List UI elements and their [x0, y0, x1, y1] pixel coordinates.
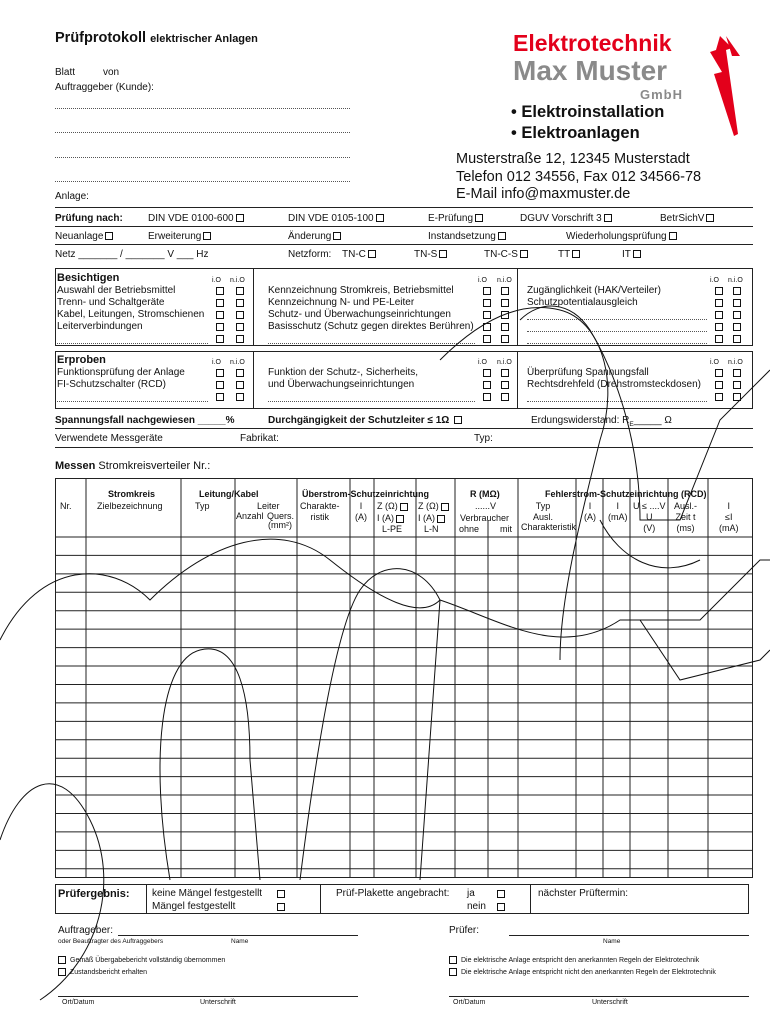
divider	[146, 884, 147, 914]
auftraggeber-kunde-label: Auftraggeber (Kunde):	[55, 82, 154, 93]
col-ueberstrom-header: Überstrom-Schutzeinrichtung	[302, 489, 430, 499]
erproben-title: Erproben	[57, 354, 106, 366]
nio-header: n.i.O	[230, 277, 245, 284]
col-in-header: I (A)	[355, 501, 367, 522]
maengel-label: Mängel festgestellt	[152, 901, 236, 912]
check-item-label: Funktionsprüfung der Anlage	[57, 367, 185, 378]
netz-field[interactable]: Netz _______ / _______ V ___ Hz	[55, 249, 209, 260]
nio-header: n.i.O	[497, 277, 512, 284]
col-ik2-header: I (A)	[418, 513, 445, 524]
col-lpe-header: L-PE	[382, 524, 403, 534]
pruefer-line[interactable]	[509, 935, 749, 936]
nio-header: n.i.O	[230, 359, 245, 366]
messen-heading: Messen Stromkreisverteiler Nr.:	[55, 460, 211, 472]
check-item-label: Schutz- und Überwachungseinrichtungen	[268, 309, 451, 320]
name-label: Name	[231, 938, 249, 945]
company-address: Musterstraße 12, 12345 Musterstadt	[456, 151, 690, 167]
anlage-label: Anlage:	[55, 191, 89, 202]
company-email: E-Mail info@maxmuster.de	[456, 186, 631, 202]
epruefung-option[interactable]: E-Prüfung	[428, 213, 483, 224]
io-header: i.O	[478, 359, 487, 366]
check-item-label: und Überwachungseinrichtungen	[268, 379, 415, 390]
company-name-line2: Max Muster	[513, 55, 668, 86]
nio-header: n.i.O	[728, 359, 743, 366]
keine-maengel-checkbox[interactable]	[277, 890, 285, 898]
io-header: i.O	[710, 277, 719, 284]
col-leiter-header: Leiter	[257, 501, 280, 511]
col-anzahl-header: Anzahl	[236, 511, 264, 521]
fabrikat-label: Fabrikat:	[240, 433, 279, 444]
company-name-line1: Elektrotechnik	[513, 30, 672, 56]
col-leitung-header: Leitung/Kabel	[199, 489, 259, 499]
instandsetzung-option[interactable]: Instandsetzung	[428, 231, 506, 242]
check-item-label: Leiterverbindungen	[57, 321, 143, 332]
col-nr-header: Nr.	[60, 501, 72, 511]
pruefergebnis-title: Prüfergebnis:	[58, 888, 130, 900]
auftraggeber-label: Auftrageber:	[58, 925, 114, 936]
besichtigen-title: Besichtigen	[57, 272, 120, 284]
check-item-label: Kennzeichnung Stromkreis, Betriebsmittel	[268, 285, 454, 296]
pruefer-label: Prüfer:	[449, 925, 480, 936]
service-bullet-2: • Elektroanlagen	[511, 124, 640, 142]
col-stromkreis-header: Stromkreis	[108, 489, 156, 499]
check-item-label: Schutzpotentialausgleich	[527, 297, 638, 308]
tnc-option[interactable]: TN-C	[342, 249, 376, 260]
aenderung-option[interactable]: Änderung	[288, 231, 341, 242]
check-item-label: Auswahl der Betriebsmittel	[57, 285, 176, 296]
check-item-label: Kennzeichnung N- und PE-Leiter	[268, 297, 415, 308]
durchgaengigkeit-option[interactable]: Durchgängigkeit der Schutzleiter ≤ 1Ω	[268, 415, 462, 426]
col-riso-v-header: ......V	[475, 501, 497, 511]
auftraggeber-line[interactable]	[118, 935, 358, 936]
col-typ-ausl-header: Typ Ausl.	[533, 501, 554, 522]
col-mit-header: mit	[500, 524, 512, 534]
netzform-label: Netzform:	[288, 249, 332, 260]
col-mm2-header: (mm²)	[268, 520, 292, 530]
nein-label: nein	[467, 901, 486, 912]
pruefung-label: Prüfung nach:	[55, 213, 123, 224]
col-charakteristik2-header: Charakteristik	[521, 522, 577, 532]
beauftragter-label: oder Beauftragter des Auftraggebers	[58, 938, 164, 945]
ja-label: ja	[467, 888, 475, 899]
entspricht-option[interactable]: Die elektrische Anlage entspricht den anerkannten Regeln der Elektrotechnik	[449, 956, 699, 964]
col-ia-header: I ≤I (mA)	[719, 501, 739, 533]
signature-line-right[interactable]	[449, 996, 749, 997]
spannungsfall-field[interactable]: Spannungsfall nachgewiesen _____%	[55, 415, 235, 426]
dguv-option[interactable]: DGUV Vorschrift 3	[520, 213, 612, 224]
check-item-label: Überprüfung Spannungsfall	[527, 367, 649, 378]
io-header: i.O	[710, 359, 719, 366]
col-idn-header: I (mA)	[608, 501, 628, 522]
erdungswiderstand-field[interactable]: Erdungswiderstand: $R_E\_\_\_\_\_$ Ω	[531, 415, 672, 428]
tns-option[interactable]: TN-S	[414, 249, 447, 260]
erweiterung-option[interactable]: Erweiterung	[148, 231, 211, 242]
von-label: von	[103, 67, 120, 78]
col-fehlerstrom-header: Fehlerstrom-Schutzeinrichtung (RCD)	[545, 489, 707, 499]
ort-datum-label: Ort/Datum	[62, 999, 95, 1006]
col-verbraucher-header: Verbraucher	[460, 513, 510, 523]
betrsichv-option[interactable]: BetrSichV	[660, 213, 714, 224]
signature-line-left[interactable]	[58, 996, 358, 997]
check-item-label: Rechtsdrehfeld (Drehstromsteckdosen)	[527, 379, 701, 390]
unterschrift-label: Unterschrift	[200, 999, 236, 1006]
col-charakteristik-header: Charakte- ristik	[300, 501, 340, 522]
entspricht-nicht-option[interactable]: Die elektrische Anlage entspricht nicht den anerkannten Regeln der Elektrotechnik	[449, 968, 716, 976]
check-item-label: FI-Schutzschalter (RCD)	[57, 379, 166, 390]
col-ik1-header: I (A)	[377, 513, 404, 524]
col-zs-header: Z (Ω)	[377, 501, 408, 512]
col-ul-header: U ≤ ....V U (V)	[633, 501, 666, 533]
neuanlage-option[interactable]: Neuanlage	[55, 231, 113, 242]
company-phone: Telefon 012 34556, Fax 012 34566-78	[456, 169, 702, 185]
tncs-option[interactable]: TN-C-S	[484, 249, 528, 260]
check-item-label: Funktion der Schutz-, Sicherheits,	[268, 367, 419, 378]
col-typ-header: Typ	[195, 501, 210, 511]
io-header: i.O	[212, 277, 221, 284]
zustandsbericht-option[interactable]: Zustandsbericht erhalten	[58, 968, 147, 976]
col-quers-header: Quers.	[267, 511, 295, 521]
col-ziel-header: Zielbezeichnung	[97, 501, 163, 511]
col-in-a-header: I (A)	[584, 501, 596, 522]
col-riso-header: R (MΩ)	[470, 489, 500, 499]
keine-maengel-label: keine Mängel festgestellt	[152, 888, 263, 899]
check-item-label: Kabel, Leitungen, Stromschienen	[57, 309, 205, 320]
wiederholung-option[interactable]: Wiederholungsprüfung	[566, 231, 677, 242]
typ-label: Typ:	[474, 433, 493, 444]
ort-datum-label: Ort/Datum	[453, 999, 486, 1006]
unterschrift-label: Unterschrift	[592, 999, 628, 1006]
divider	[320, 884, 321, 914]
uebergabe-option[interactable]: Gemäß Übergabebericht vollständig übernommen	[58, 956, 225, 964]
company-name-line3: GmbH	[640, 87, 683, 102]
messgeraete-label: Verwendete Messgeräte	[55, 433, 163, 444]
check-item-label: Zugänglichkeit (HAK/Verteiler)	[527, 285, 661, 296]
plakette-label: Prüf-Plakette angebracht:	[336, 888, 450, 899]
it-option[interactable]: IT	[622, 249, 641, 260]
din0105-option[interactable]: DIN VDE 0105-100	[288, 213, 384, 224]
nio-header: n.i.O	[728, 277, 743, 284]
maengel-checkbox[interactable]	[277, 903, 285, 911]
din0100-option[interactable]: DIN VDE 0100-600	[148, 213, 244, 224]
io-header: i.O	[478, 277, 487, 284]
ja-checkbox[interactable]	[497, 890, 505, 898]
blatt-label: Blatt	[55, 67, 76, 78]
name-label: Name	[603, 938, 621, 945]
col-ohne-header: ohne	[459, 524, 480, 534]
check-item-label: Basisschutz (Schutz gegen direktes Berühren)	[268, 321, 474, 332]
check-item-label: Trenn- und Schaltgeräte	[57, 297, 165, 308]
io-header: i.O	[212, 359, 221, 366]
col-ln-header: L-N	[424, 524, 439, 534]
nio-header: n.i.O	[497, 359, 512, 366]
divider	[530, 884, 531, 914]
service-bullet-1: • Elektroinstallation	[511, 103, 665, 121]
form-title: Prüfprotokoll elektrischer Anlagen	[55, 30, 258, 46]
tt-option[interactable]: TT	[558, 249, 580, 260]
nein-checkbox[interactable]	[497, 903, 505, 911]
naechster-pruefung-label: nächster Prüftermin:	[538, 888, 629, 899]
col-ausl-zeit-header: Ausl.- Zeit t (ms)	[674, 501, 698, 533]
col-zi-header: Z (Ω)	[418, 501, 449, 512]
